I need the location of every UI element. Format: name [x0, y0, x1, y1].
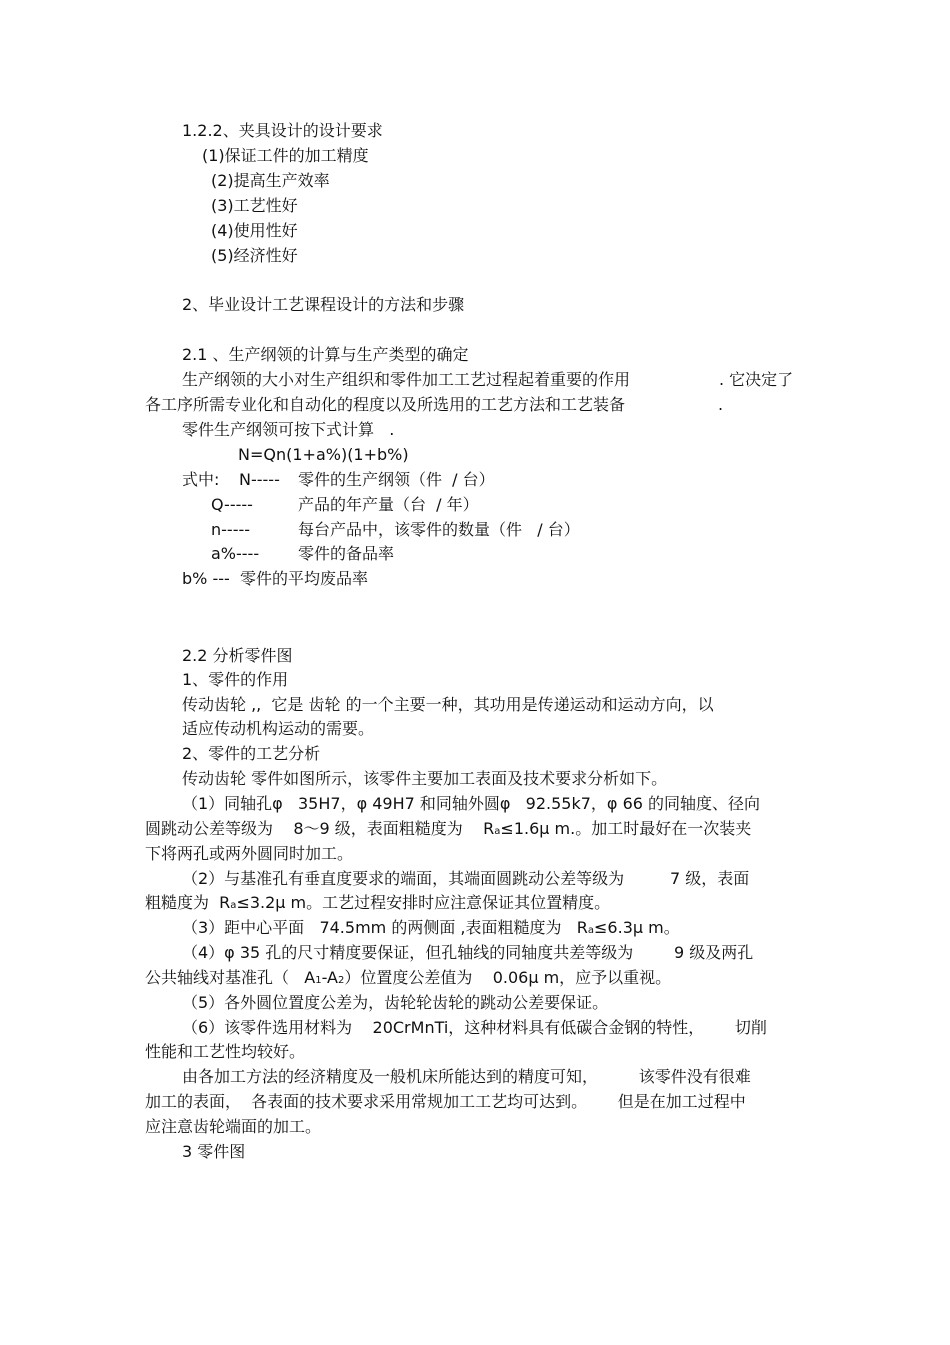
paragraph-line: 零件生产纲领可按下式计算 .: [182, 420, 395, 439]
definition-description: 产品的年产量（台 / 年）: [298, 495, 479, 514]
requirement-item-2: (2)提高生产效率: [211, 171, 330, 190]
text-run: -A: [321, 968, 338, 987]
paragraph-line: 各工序所需专业化和自动化的程度以及所选用的工艺方法和工艺装备: [145, 395, 626, 414]
text-run: ≤3.2μ m。工艺过程安排时应注意保证其位置精度。: [236, 893, 611, 912]
subscript: a: [230, 900, 237, 911]
requirement-item-4: (4)使用性好: [211, 221, 298, 240]
paragraph-line: （1）同轴孔φ 35H7，φ 49H7 和同轴外圆φ 92.55k7，φ 66 的同轴度、径向: [182, 794, 761, 813]
paragraph-line: 下将两孔或两外圆同时加工。: [145, 844, 354, 863]
paragraph-line: 性能和工艺性均较好。: [145, 1042, 306, 1061]
paragraph-line: 由各加工方法的经济精度及一般机床所能达到的精度可知， 该零件没有很难: [182, 1067, 751, 1086]
requirement-item-3: (3)工艺性好: [211, 196, 298, 215]
definition-description: 零件的备品率: [298, 544, 395, 563]
paragraph-line-end: . 它决定了: [719, 370, 794, 389]
subheading: 1、零件的作用: [182, 670, 289, 689]
section-heading-1-2-2: 1.2.2、夹具设计的设计要求: [182, 121, 383, 140]
definition-symbol: Q-----: [211, 495, 253, 514]
text-run: ）位置度公差值为 0.06μ m，应予以重视。: [344, 968, 672, 987]
paragraph-line: 应注意齿轮端面的加工。: [145, 1117, 322, 1136]
paragraph-line-end: .: [718, 395, 724, 414]
text-run: ≤1.6μ m.。加工时最好在一次装夹: [500, 819, 752, 838]
definition-symbol: a%----: [211, 544, 260, 563]
requirement-item-5: (5)经济性好: [211, 246, 298, 265]
paragraph-line: （6）该零件选用材料为 20CrMnTi，这种材料具有低碳合金钢的特性， 切削: [182, 1018, 767, 1037]
paragraph-line: （2）与基准孔有垂直度要求的端面，其端面圆跳动公差等级为 7 级，表面: [182, 869, 750, 888]
section-heading-2-2: 2.2 分析零件图: [182, 646, 293, 665]
requirement-item-1: (1)保证工件的加工精度: [202, 146, 369, 165]
formula: N=Qn(1+a%)(1+b%): [238, 445, 409, 464]
definition-line: b% --- 零件的平均废品率: [182, 569, 368, 588]
paragraph-line: [145, 968, 671, 991]
paragraph-line: [145, 893, 610, 916]
text-run: 圆跳动公差等级为 8～9 级，表面粗糙度为 R: [145, 819, 495, 838]
paragraph-line: 传动齿轮 ,, 它是 齿轮 的一个主要一种，其功用是传递运动和运动方向，以: [182, 695, 714, 714]
subscript: 2: [337, 975, 345, 986]
definition-description: 零件的生产纲领（件 / 台）: [298, 470, 495, 489]
subscript: a: [587, 925, 595, 936]
definition-symbol: N-----: [239, 470, 280, 489]
text-run: ≤6.3μ m。: [594, 918, 680, 937]
section-heading-2-1: 2.1 、生产纲领的计算与生产类型的确定: [182, 345, 469, 364]
definition-description: 每台产品中，该零件的数量（件 / 台）: [298, 520, 580, 539]
subheading: 2、零件的工艺分析: [182, 744, 321, 763]
subscript: a: [494, 826, 501, 837]
paragraph-line: （4）φ 35 孔的尺寸精度要保证，但孔轴线的同轴度共差等级为 9 级及两孔: [182, 943, 754, 962]
definition-symbol: n-----: [211, 520, 251, 539]
paragraph-line: 传动齿轮 零件如图所示，该零件主要加工表面及技术要求分析如下。: [182, 769, 668, 788]
paragraph-line: [182, 918, 680, 941]
paragraph-line: （5）各外圆位置度公差为，齿轮轮齿轮的跳动公差要保证。: [182, 993, 609, 1012]
paragraph-line: 适应传动机构运动的需要。: [182, 719, 375, 738]
text-run: （3）距中心平面 74.5mm 的两侧面 ,表面粗糙度为 R: [182, 918, 588, 937]
section-heading-2: 2、毕业设计工艺课程设计的方法和步骤: [182, 295, 465, 314]
where-label: 式中:: [182, 470, 220, 489]
paragraph-line: [145, 819, 751, 842]
text-run: 粗糙度为 R: [145, 893, 231, 912]
text-run: 公共轴线对基准孔（ A: [145, 968, 316, 987]
paragraph-line: 生产纲领的大小对生产组织和零件加工工艺过程起着重要的作用: [182, 370, 631, 389]
paragraph-line: 加工的表面， 各表面的技术要求采用常规加工工艺均可达到。 但是在加工过程中: [145, 1092, 746, 1111]
subheading: 3 零件图: [182, 1142, 246, 1161]
subscript: 1: [315, 975, 322, 986]
